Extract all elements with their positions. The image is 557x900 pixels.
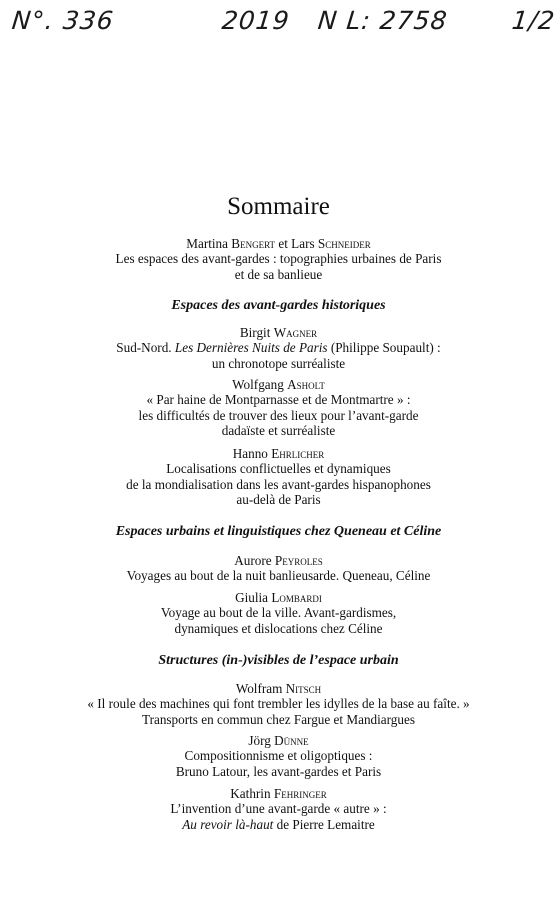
entry-title-line: un chronotope surréaliste [211,355,346,371]
section-heading: Espaces des avant-gardes historiques [171,298,386,313]
toc-entry [0,446,557,507]
entry-title-line: et de sa banlieue [234,266,323,282]
entry-author: Birgit Wagner [239,325,318,340]
entry-title-line: Transports en commun chez Fargue et Mandiargues [142,711,415,727]
toc-entry [0,553,557,584]
entry-author: Kathrin Fehringer [230,786,327,801]
entry-author: Wolfram Nitsch [235,681,322,696]
handwritten-date: 2019 [220,6,292,35]
handwritten-reference: N L: 2758 [316,6,450,35]
toc-entry [0,786,557,832]
toc-entry [0,681,557,727]
entry-title-line: Compositionnisme et oligoptiques : [184,748,373,764]
entry-title-line: Au revoir là-haut de Pierre Lemaitre [182,816,375,832]
entry-title-line: Localisations conflictuelles et dynamiques [166,461,391,477]
entry-author: Giulia Lombardi [235,590,322,605]
toc-entry [0,590,557,636]
entry-title-line: de la mondialisation dans les avant-gardes hispanophones [126,476,431,492]
toc-entry [0,325,557,371]
entry-title-line: dynamiques et dislocations chez Céline [174,620,383,636]
entry-author: Hanno Ehrlicher [232,446,325,461]
section-heading: Espaces urbains et linguistiques chez Queneau et Céline [115,524,442,539]
entry-title-line: Bruno Latour, les avant-gardes et Paris [175,763,382,779]
entry-title-line: Sud-Nord. Les Dernières Nuits de Paris (Philippe Soupault) : [116,340,441,356]
entry-title-line: au-delà de Paris [236,491,321,507]
entry-title-line: les difficultés de trouver des lieux pour l’avant-garde [138,407,419,423]
entry-title-line: Voyages au bout de la nuit banlieusarde. Queneau, Céline [126,568,431,584]
handwritten-page-count: 1/2 [510,6,557,35]
entry-title-line: L’invention d’une avant-garde « autre » : [170,801,387,817]
entry-title-line: dadaïste et surréaliste [221,422,336,438]
entry-title-line: Les espaces des avant-gardes : topographies urbaines de Paris [115,251,442,267]
entry-author: Wolfgang Asholt [232,377,325,392]
entry-author: Aurore Peyroles [234,553,323,568]
entry-author: Jörg Dünne [248,733,309,748]
page-title: Sommaire [227,193,330,220]
section-heading: Structures (in-)visibles de l’espace urbain [158,653,399,668]
entry-title-line: « Par haine de Montparnasse et de Montmartre » : [146,392,411,408]
entry-authors: Martina Bengert et Lars Schneider [186,236,371,251]
entry-title-line: « Il roule des machines qui font trembler les idylles de la base au faîte. » [87,696,470,712]
toc-entry [0,733,557,779]
intro-entry [0,236,557,282]
entry-title-line: Voyage au bout de la ville. Avant-gardismes, [160,605,397,621]
toc-entry [0,377,557,438]
handwritten-number: N°. 336 [10,6,116,35]
